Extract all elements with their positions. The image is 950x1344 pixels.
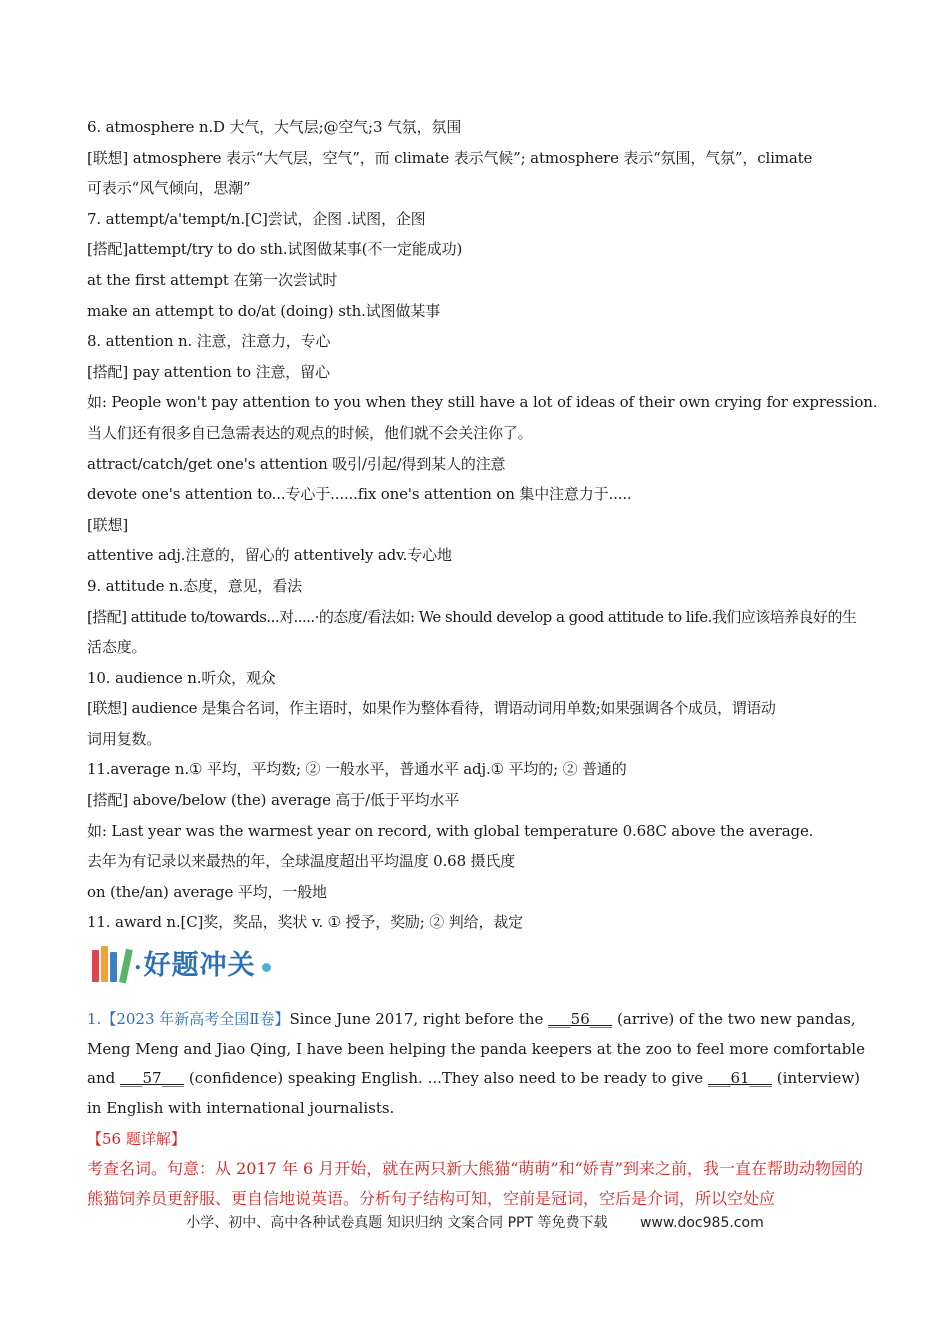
text-line: attentive adj.注意的，留心的 attentively adv.专心地 xyxy=(87,546,452,565)
text-line: 如: People won't pay attention to you when they still have a lot of ideas of their own crying for expression. xyxy=(87,393,878,412)
text-line: at the first attempt 在第一次尝试时 xyxy=(87,270,338,289)
books-icon xyxy=(92,942,128,982)
text-line: on (the/an) average 平均，一般地 xyxy=(87,882,327,901)
answer-body: 考查名词。句意：从 2017 年 6 月开始，就在两只新大熊猫“萌萌”和“娇青”到来之前，我一直在帮助动物园的熊猫饲养员更舒服、更自信地说英语。分析句子结构可知，空前是冠词，空后是介词，所以空处应 xyxy=(87,1159,863,1208)
question-text: (arrive) of the two new pandas, Meng Meng and Jiao Qing, I have been helping the panda keepers at the zoo to feel more comfortable and xyxy=(87,1010,865,1087)
question-text: (confidence) speaking English. ...They also need to be ready to give xyxy=(184,1069,708,1087)
text-line: 可表示“风气倾向，思潮” xyxy=(87,179,251,198)
section-title: 好题冲关 xyxy=(143,949,256,981)
text-line: 活态度。 xyxy=(87,638,147,657)
text-line: 6. atmosphere n.D 大气，大气层;@空气;3 气氛，氛围 xyxy=(87,118,462,136)
blank-57: ___57___ xyxy=(119,1069,185,1087)
answer-title: 【56 题详解】 xyxy=(87,1130,186,1148)
text-line: devote one's attention to...专心于......fix one's attention on 集中注意力于..... xyxy=(87,485,632,504)
text-line: 11. award n.[C]奖，奖品，奖状 v. ① 授予，奖励; ② 判给，裁定 xyxy=(87,913,524,932)
text-line: [搭配] attitude to/towards...对.....·的态度/看法如: We should develop a good attitude to life.我们应该培养良好的生 xyxy=(87,607,857,626)
text-line: 当人们还有很多自已急需表达的观点的时候，他们就不会关注你了。 xyxy=(87,423,533,442)
footer-text: 小学、初中、高中各种试卷真题 知识归纳 文案合同 PPT 等免费下载 xyxy=(186,1215,608,1231)
text-line: 去年为有记录以来最热的年，全球温度超出平均温度 0.68 摄氏度 xyxy=(87,852,516,871)
blank-61: ___61___ xyxy=(707,1069,773,1087)
text-line: 词用复数。 xyxy=(87,729,162,748)
text-line: attract/catch/get one's attention 吸引/引起/得到某人的注意 xyxy=(87,454,506,473)
text-line: 10. audience n.听众，观众 xyxy=(87,668,276,687)
text-line: [搭配] pay attention to 注意，留心 xyxy=(87,362,330,381)
text-line: 9. attitude n.态度，意见，看法 xyxy=(87,576,302,595)
footer-site-link[interactable]: www.doc985.com xyxy=(639,1215,764,1231)
text-line: [联想] xyxy=(87,515,129,534)
question-text: Since June 2017, right before the xyxy=(289,1010,549,1028)
text-line: [搭配] above/below (the) average 高于/低于平均水平 xyxy=(87,791,460,810)
text-line: [联想] audience 是集合名词，作主语时，如果作为整体看待，谓语动词用单数;如果强调各个成员，谓语动 xyxy=(87,699,776,718)
question-text: (interview) in English with international journalists. xyxy=(87,1069,861,1117)
blank-56: ___56___ xyxy=(548,1010,613,1028)
text-line: 如: Last year was the warmest year on record, with global temperature 0.68C above the average. xyxy=(87,821,814,840)
text-line: make an attempt to do/at (doing) sth.试图做某事 xyxy=(87,301,441,320)
question-source: 【2023 年新高考全国Ⅱ卷】 xyxy=(101,1010,290,1028)
vocab-notes xyxy=(87,112,878,938)
text-line: 11.average n.① 平均，平均数; ② 一般水平，普通水平 adj.① 平均的; ② 普通的 xyxy=(87,760,627,779)
text-line: 8. attention n. 注意，注意力，专心 xyxy=(87,332,331,351)
text-line: [联想] atmosphere 表示“大气层，空气”，而 climate 表示气候”; atmosphere 表示“氛围，气氛”，climate xyxy=(87,148,813,167)
question-1 xyxy=(87,1005,867,1123)
text-line: [搭配]attempt/try to do sth.试图做某事(不一定能成功) xyxy=(87,240,463,259)
section-header xyxy=(92,930,271,994)
page-footer xyxy=(0,1212,950,1232)
text-line: 7. attempt/a'tempt/n.[C]尝试，企图 .试图，企图 xyxy=(87,209,426,228)
question-number: 1. xyxy=(87,1010,102,1028)
separator-dot: . xyxy=(134,949,142,975)
decorative-dot-icon xyxy=(262,963,271,972)
